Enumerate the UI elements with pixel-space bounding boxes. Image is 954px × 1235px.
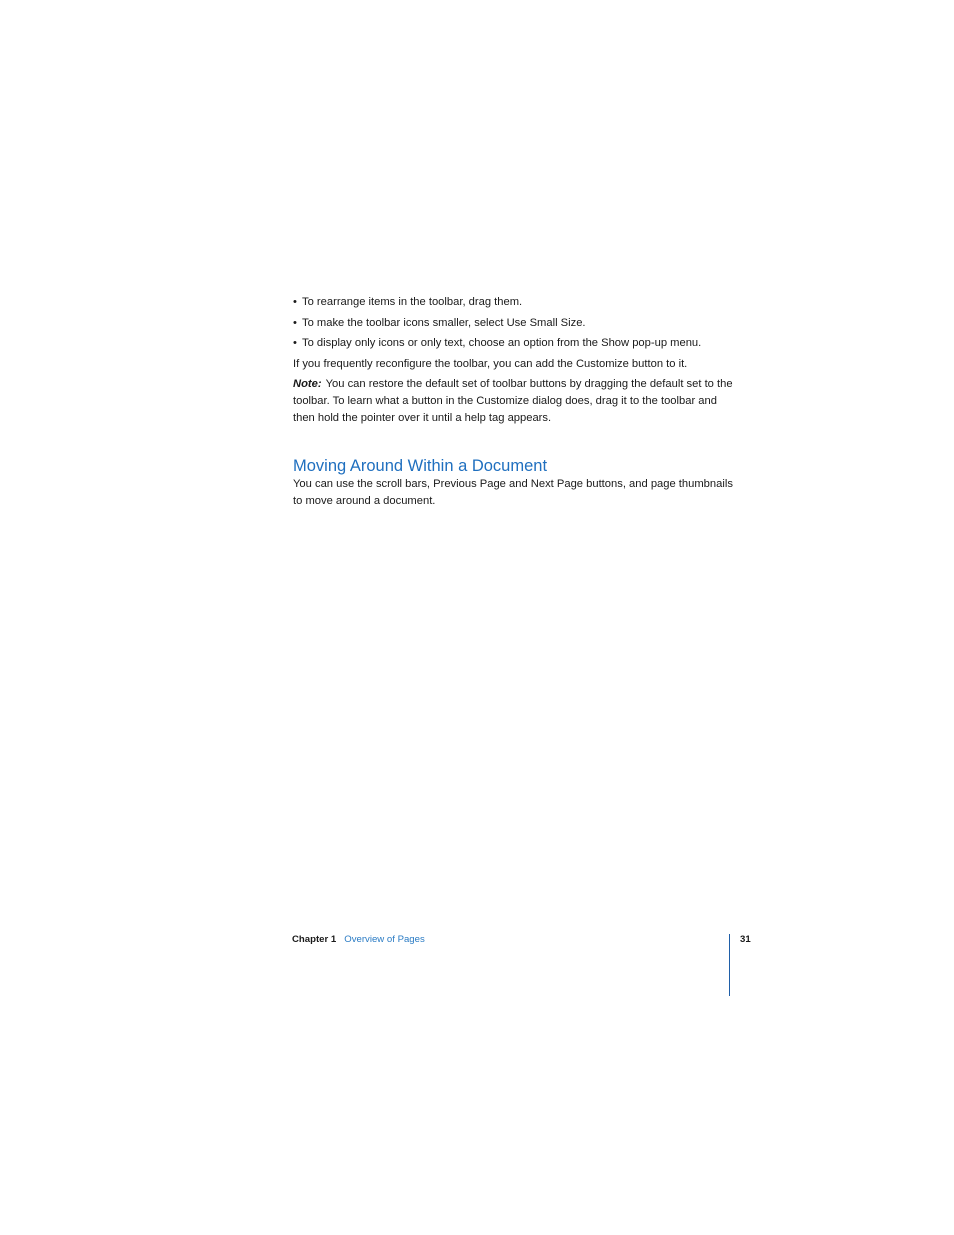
list-item-text: To rearrange items in the toolbar, drag them. <box>302 296 523 308</box>
toolbar-config-paragraph: If you frequently reconfigure the toolbar, you can add the Customize button to it. <box>293 358 688 371</box>
list-item <box>293 315 738 332</box>
section-heading: Moving Around Within a Document <box>293 457 548 476</box>
list-item-text: To make the toolbar icons smaller, select Use Small Size. <box>302 316 586 329</box>
note-text: You can restore the default set of toolbar buttons by dragging the default set to the toolbar. To learn what a button in the Customize dialog does, drag it to the toolbar and then hold the pointer over it until a help tag appears. <box>293 378 733 425</box>
page-footer <box>292 933 425 947</box>
bullet-icon: • <box>293 296 297 308</box>
section-paragraph: You can use the scroll bars, Previous Page and Next Page buttons, and page thumbnails to move around a document. <box>293 478 733 508</box>
list-item <box>293 294 738 311</box>
bullet-icon: • <box>293 337 297 350</box>
note-paragraph <box>293 376 738 427</box>
list-item-text: To display only icons or only text, choose an option from the Show pop-up menu. <box>302 337 702 350</box>
list-item <box>293 335 738 352</box>
footer-chapter-title: Overview of Pages <box>344 934 425 945</box>
footer-divider <box>729 934 730 996</box>
page-number: 31 <box>740 934 751 945</box>
bullet-list <box>293 294 738 352</box>
footer-chapter: Chapter 1 <box>292 934 337 945</box>
page-content <box>293 294 738 510</box>
note-label: Note: <box>293 378 322 391</box>
bullet-icon: • <box>293 316 297 329</box>
